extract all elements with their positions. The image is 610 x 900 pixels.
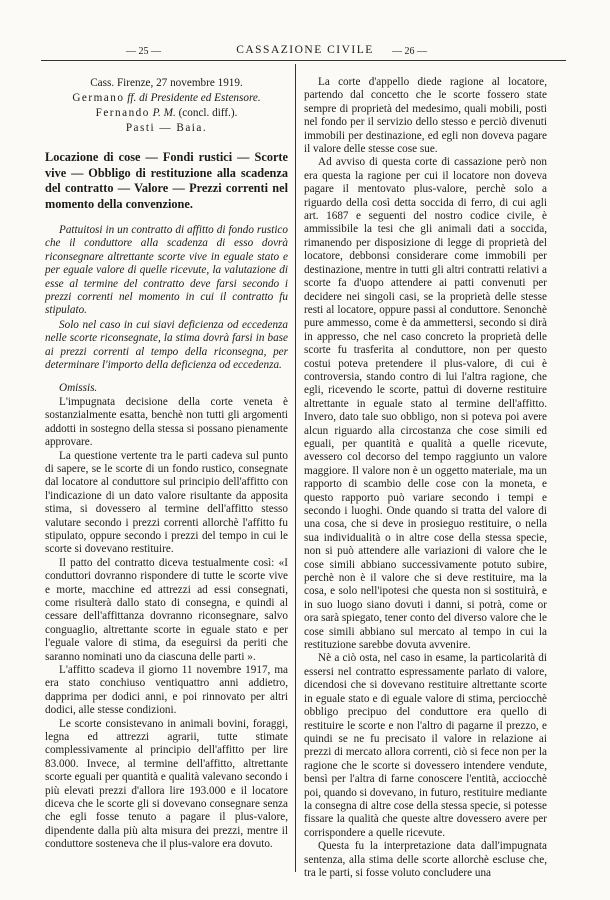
case-headline: Locazione di cose — Fondi rustici — Scorte vive — Obbligo di restituzione alla scadenza del contratto — Valore — Prezzi correnti nel momento della convenzione.	[45, 150, 288, 211]
running-header	[0, 44, 610, 60]
maxim-2: Solo nel caso in cui siavi deficienza od eccedenza nelle scorte riconsegnate, la stima dovrà farsi in base ai prezzi correnti al tempo della riconsegna, per determinare l'importo della deficienza od eccedenza.	[45, 318, 288, 372]
running-title: CASSAZIONE CIVILE	[236, 44, 374, 56]
pm-line	[45, 106, 288, 121]
court-line: Cass. Firenze, 27 novembre 1919.	[90, 77, 243, 89]
paragraph: Il patto del contratto diceva testualmente così: «I conduttori dovranno rispondere di tutte le scorte vive e morte, macchine ed attrezzi ad essi consegnati, come risulterà dallo stato di consegna, e quindi al cessare dell'affittanza dovranno riconsegnare, salvo conguaglio, altrettante scorte in eguale stato e per l'eguale valore di stima, da eseguirsi da periti che saranno nominati uno da ciascuna delle parti ».	[45, 556, 288, 663]
page-number-left: — 25 —	[126, 46, 161, 57]
parties-line: Pasti — Baia.	[125, 122, 208, 134]
pm-name: Fernando	[95, 107, 150, 119]
column-divider	[295, 64, 296, 872]
pm-role: P. M.	[152, 107, 176, 119]
paragraph: L'affitto scadeva il giorno 11 novembre 1917, ma era stato conchiuso ventiquattro anni addietro, dapprima per dodici anni, e poi rinnovato per altri dodici, alle stesse condizioni.	[45, 664, 288, 717]
paragraph: La corte d'appello diede ragione al locatore, partendo dal concetto che le scorte fossero state sempre di proprietà del medesimo, quali mobili, posti nel fondo per il servizio dello stesso e perciò divenuti immobili per destinazione, ed egli non doveva pagare il valore delle stesse cose sue.	[304, 76, 547, 156]
president-line	[45, 91, 288, 106]
case-metadata	[45, 76, 288, 136]
paragraph: Questa fu la interpretazione data dall'impugnata sentenza, alla stima delle scorte allorchè escluse che, tra le parti, si fosse voluto concludere una	[304, 840, 547, 879]
pm-note: (concl. diff.).	[178, 107, 238, 119]
left-column	[45, 76, 288, 852]
maxim-1: Pattuitosi in un contratto di affitto di fondo rustico che il conduttore alla scadenza di esso dovrà riconsegnare altrettante scorte vive in eguale stato e per eguale valore di quelle ricevute, la valutazione di esse al termine del contratto deve farsi secondo i prezzi correnti nel momento in cui il contratto fu stipulato.	[45, 224, 288, 317]
right-column	[304, 76, 547, 880]
omissis-label: Omissis.	[59, 382, 98, 395]
page-number-right: — 26 —	[392, 46, 427, 57]
header-rule	[41, 60, 566, 61]
paragraph: Ad avviso di questa corte di cassazione però non era questa la ragione per cui il locatore non doveva pagare il mentovato plus-valore, perchè solo a riguardo della così detta soccida di ferro, di cui agli art. 1687 e seguenti del nostro codice civile, è ammissibile la tesi che gli animali dati a soccida, rimanendo per disposizione di legge di proprietà del locatore, debbonsi considerare come immobili per destinazione, mentre in tutti gli altri contratti relativi a scorte fa d'uopo attendere ai patti convenuti per decidere nei singoli casi, se la proprietà delle stesse resti al locatore, oppure passi al conduttore. Senonchè pure ammesso, come è da ammettersi, secondo si dirà in appresso, che nel caso concreto la proprietà delle scorte fu trasferita al conduttore, non per questo costui poteva pretendere il plus-valore, di cui è controversia, stando contro di lui l'altra ragione, che egli, ricevendo le scorte, pattuì di doverne restituire altrettante in eguale stato al termine dell'affitto. Invero, dato tale suo obbligo, non si poteva poi avere alcun riguardo alla circostanza che cose simili ed eguali, per quantità e qualità a quelle ricevute, avessero col decorso del tempo raggiunto un valore maggiore. Il valore non è un oggetto materiale, ma un rapporto di scambio delle cose con la moneta, e questo rapporto può variare secondo i tempi e secondo i luoghi. Onde quando si tratta del valore di una cosa, che si deve in prosieguo restituire, o nella sua individualità o in altre cose della stessa specie, non si può attendere alle variazioni di valore che le cose simili abbiano successivamente potuto subire, perchè non è il valore che si deve restituire, ma la cosa, e solo nell'ipotesi che questa non si sostituirà, e in suo luogo siano dovuti i danni, si potrà, come or ora sarà spiegato, tener conto del diverso valore che le cose simili abbiano sul mercato al tempo in cui la restituzione sarebbe dovuta avvenire.	[304, 156, 547, 652]
paragraph: La questione vertente tra le parti cadeva sul punto di sapere, se le scorte di un fondo rustico, consegnate dal locatore al conduttore sul principio dell'affitto con l'indicazione di un dato valore risultante da apposita stima, si dovessero al termine dell'affitto stesso valutare secondo i prezzi correnti allorchè l'affitto fu stipulato, oppure secondo i prezzi del tempo in cui le scorte si dovevano restituire.	[45, 449, 288, 556]
president-name: Germano	[72, 92, 125, 104]
president-role: ff. di Presidente ed Estensore.	[127, 92, 261, 104]
paragraph: Le scorte consistevano in animali bovini, foraggi, legna ed attrezzi agrarii, tutte stimate complessivamente al principio dell'affitto per lire 83.000. Invece, al termine dell'affitto, altrettante scorte eguali per quantità e qualità valevano secondo i più elevati prezzi d'allora lire 193.000 e il locatore diceva che le scorte gli si dovevano consegnare senza che egli fosse tenuto a pagare il plus-valore, dipendente dalla più alta misura dei prezzi, mentre il conduttore sosteneva che il plus-valore era dovuto.	[45, 717, 288, 851]
paragraph: Nè a ciò osta, nel caso in esame, la particolarità di essersi nel contratto espressamente parlato di valore, dicendosi che si dovevano restituire altrettante scorte in eguale stato e di eguale valore di stima, perciocchè obbligo precipuo del conduttore era quello di restituire le scorte e non l'altro di pagarne il prezzo, e quindi se ne fu precisato il valore in relazione ai prezzi di mercato allora correnti, ciò si fece non per la ragione che le scorte si dovessero intendere vendute, bensì per l'altra di farne conoscere l'entità, acciocchè poi, quando si dovevano, in futuro, restituire mediante la consegna di altre cose della stessa specie, si potesse fissare la qualità che queste altre dovessero avere per corrispondere a quelle ricevute.	[304, 652, 547, 839]
paragraph: L'impugnata decisione della corte veneta è sostanzialmente esatta, benchè non tutti gli argomenti addotti in sostegno della stessa si possano pienamente approvare.	[45, 395, 288, 449]
